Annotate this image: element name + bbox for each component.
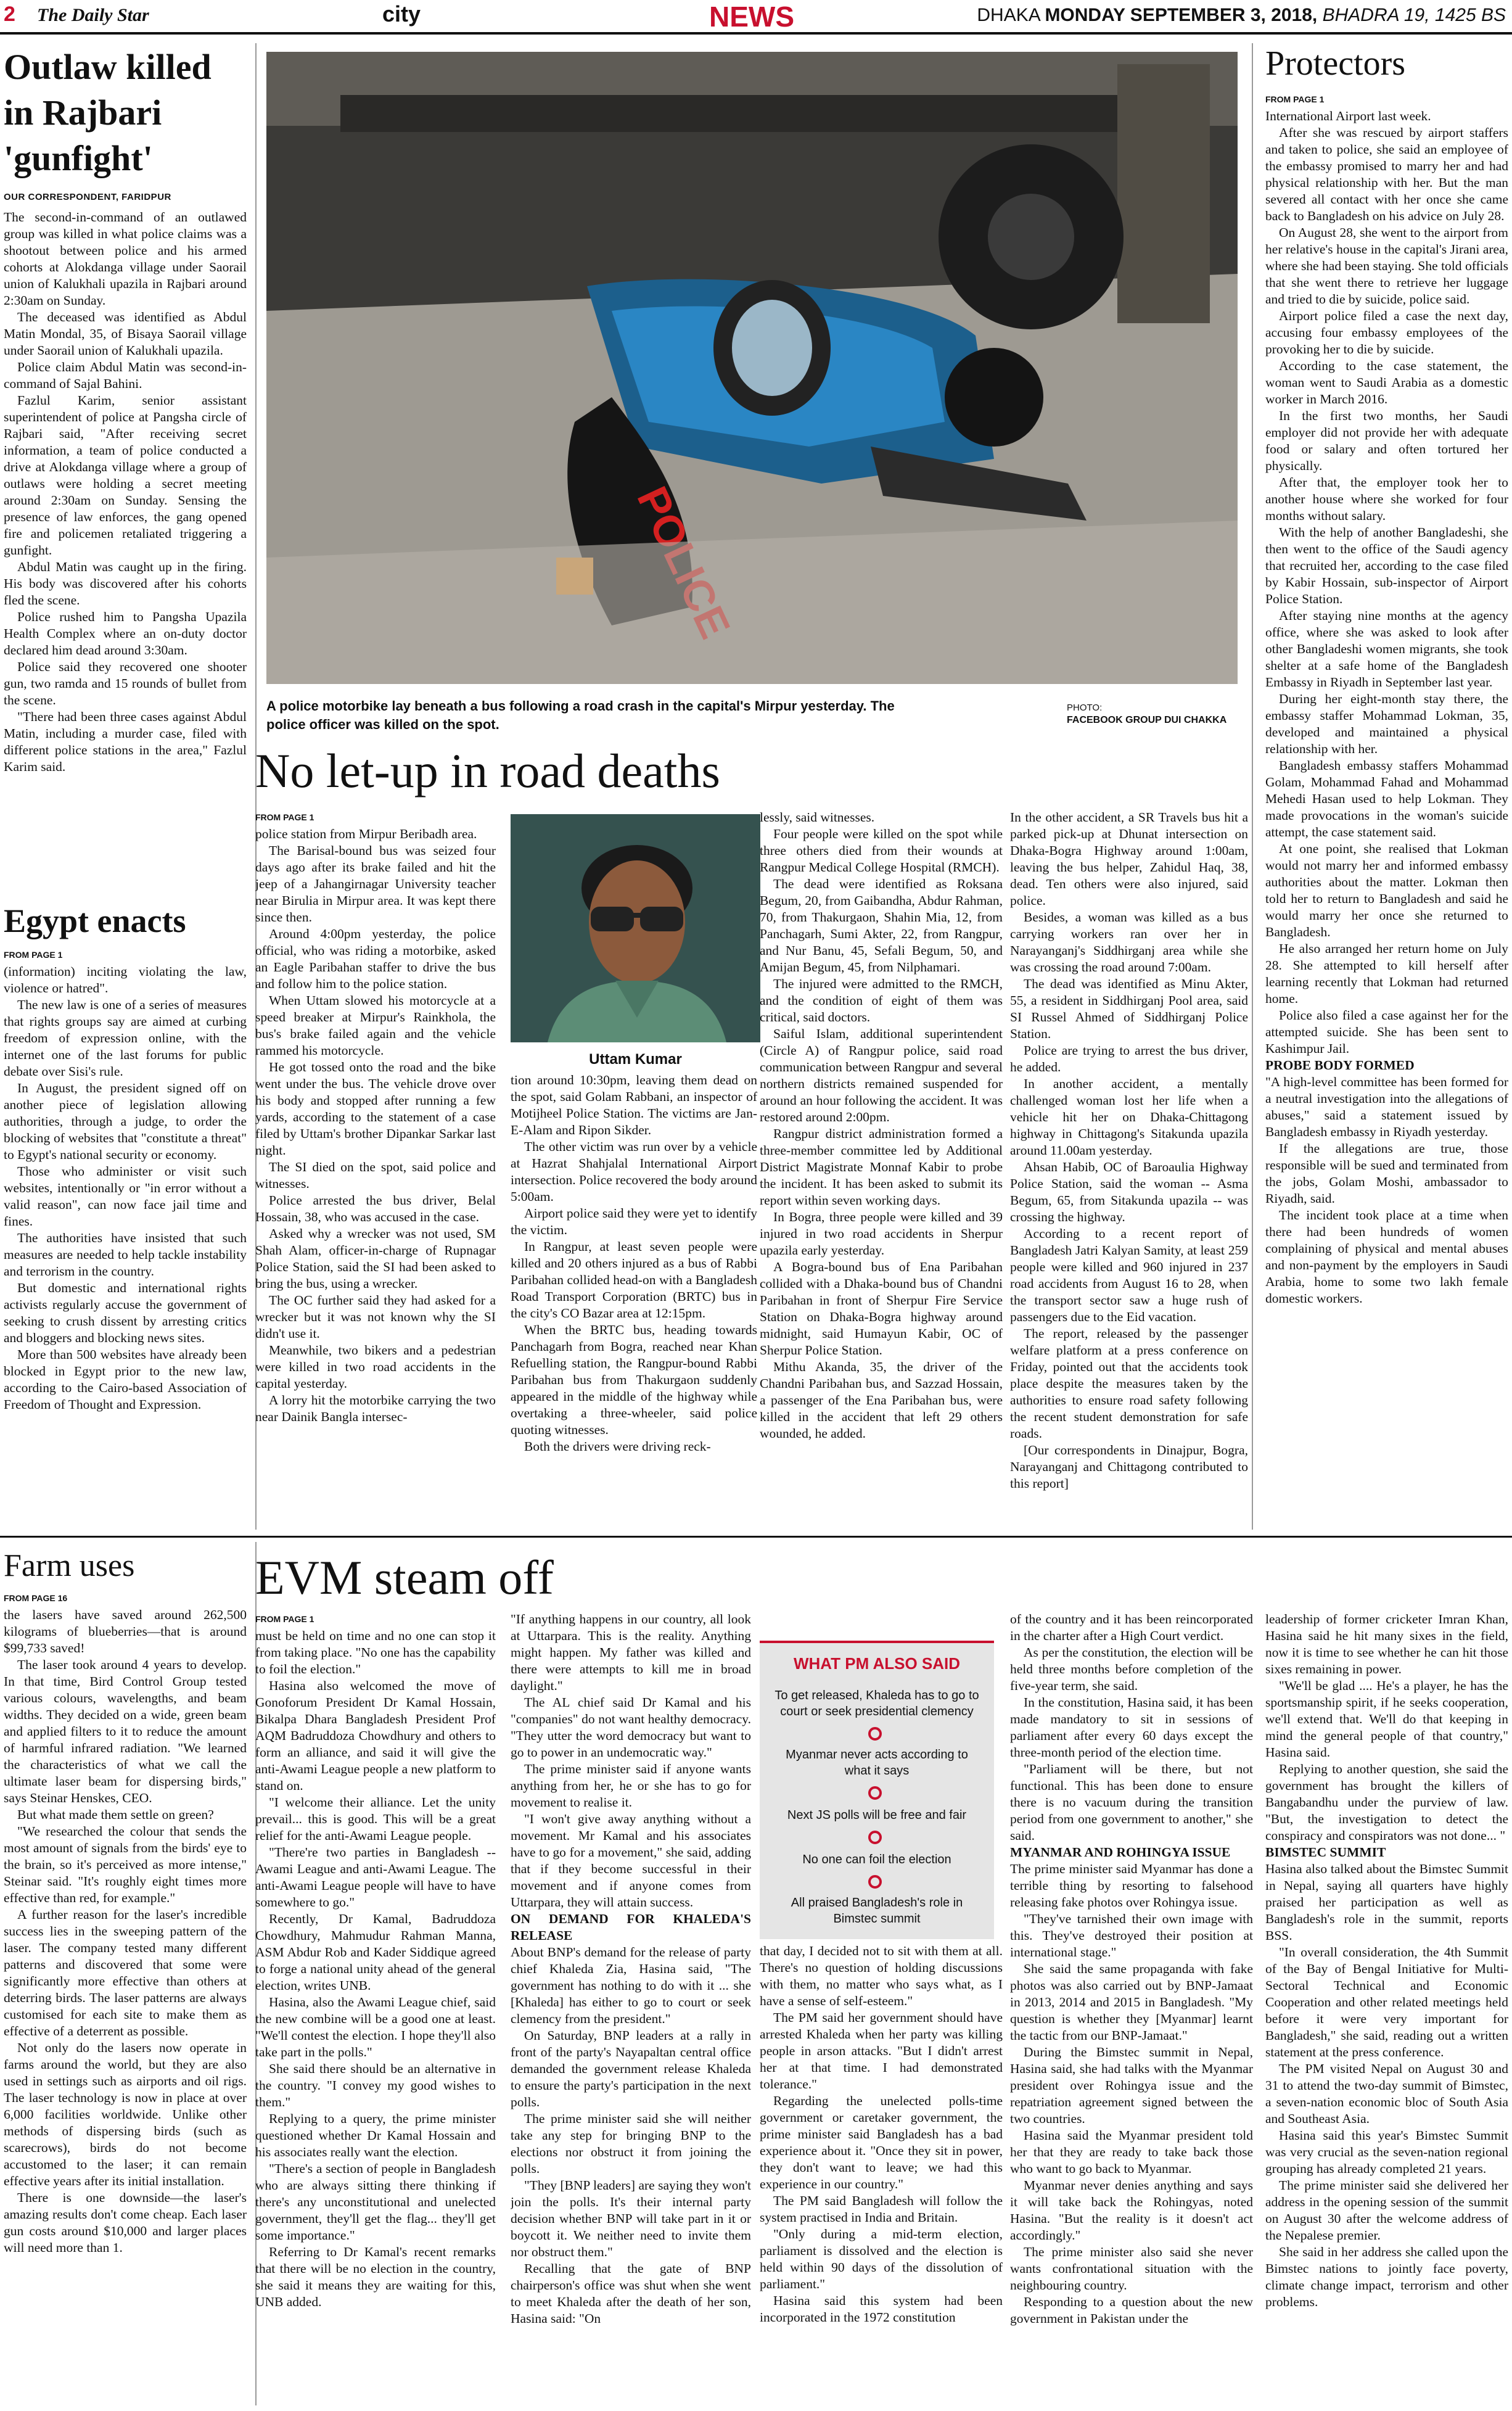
road-col-4 bbox=[1010, 809, 1248, 1525]
paragraph: The incident took place at a time when there had been hundreds of women complaining of physical and mental abuses and non-payment by the employers in Saudi Arabia, home to some two lakh female domestic workers. bbox=[1265, 1208, 1508, 1306]
paragraph: "We'll be glad .... He's a player, he has the sportsmanship spirit, if he seeks cooperation, we'll extend that. We'll do that keeping in mind the general people of that country," Hasina said. bbox=[1265, 1678, 1508, 1760]
paragraph: "Only during a mid-term election, parliament is dissolved and the election is held within 90 days of the dissolution of parliament." bbox=[760, 2227, 1003, 2291]
paragraph: Recalling that the gate of BNP chairperson's office was shut when she went to meet Khaleda after the death of her son, Hasina said: "On bbox=[511, 2261, 751, 2326]
paragraph: In August, the president signed off on another piece of legislation allowing authorities, through a judge, to order the blocking of websites that "constitute a threat" to Egypt's national security or economy. bbox=[4, 1081, 247, 1162]
bullet-icon bbox=[868, 1786, 882, 1800]
box-item: No one can foil the election bbox=[802, 1853, 951, 1866]
what-pm-also-said-box bbox=[760, 1641, 994, 1939]
road-col-3 bbox=[760, 809, 1003, 1525]
outlaw-body bbox=[4, 209, 247, 775]
paragraph: The SI died on the spot, said police and witnesses. bbox=[255, 1160, 496, 1191]
paragraph: The report, released by the passenger welfare platform at a press conference on Friday, pointed out that the accidents took place despite the measures taken by the authorities to ensure road safety following the recent student demonstration for safe roads. bbox=[1010, 1326, 1248, 1441]
masthead bbox=[0, 0, 1512, 35]
section-label: city bbox=[382, 1, 421, 27]
box-item: All praised Bangladesh's role in Bimstec summit bbox=[791, 1896, 963, 1926]
paragraph: [Our correspondents in Dinajpur, Bogra, Narayanganj and Chittagong contributed to this report] bbox=[1010, 1443, 1248, 1491]
paragraph: The laser took around 4 years to develop. In that time, Bird Control Group tested various colours, wavelengths, and beam widths. They decided on a wide, green beam and applied filters to it to reduce the amount of harmful infrared radiation. "We learned the characteristics of what we call the ultimate laser beam for dispersing birds," says Steinar Henskes, CEO. bbox=[4, 1657, 247, 1805]
paragraph: In Bogra, three people were killed and 39 injured in two road accidents in Sherpur upazila early yesterday. bbox=[760, 1210, 1003, 1258]
paragraph: that day, I decided not to sit with them at all. There's no question of holding discussions with them, no matter who says what, as I have a sense of self-esteem." bbox=[760, 1943, 1003, 2008]
paragraph: After that, the employer took her to another house where she worked for four months without salary. bbox=[1265, 475, 1508, 523]
paragraph: The PM visited Nepal on August 30 and 31 to attend the two-day summit of Bimstec, a seven-nation economic bloc of South Asia and Southeast Asia. bbox=[1265, 2061, 1508, 2126]
paragraph: Replying to another question, she said the government has brought the killers of Bangabandhu under the purview of law. "But, the investigation to detect the conspiracy and conspirators was not done... " bbox=[1265, 1762, 1508, 1843]
paragraph: The prime minister said she delivered her address in the opening session of the summit on August 30 after the welcome address of the Nepalese premier. bbox=[1265, 2178, 1508, 2243]
paragraph: About BNP's demand for the release of party chief Khaleda Zia, Hasina said, "The government has nothing to do with it ... she [Khaleda] has either to go to court or seek clemency from the president." bbox=[511, 1945, 751, 2026]
paragraph: Police arrested the bus driver, Belal Hossain, 38, who was accused in the case. bbox=[255, 1193, 496, 1224]
paragraph: "They've tarnished their own image with this. They've destroyed their position at international stage." bbox=[1010, 1911, 1253, 1960]
paragraph: police station from Mirpur Beribadh area. bbox=[255, 826, 477, 841]
paragraph: In another accident, a mentally challenged woman lost her life when a vehicle hit her on Dhaka-Chittagong highway in Chittagong's Sitakunda upazila around 11.00am yesterday. bbox=[1010, 1076, 1248, 1158]
paragraph: Around 4:00pm yesterday, the police official, who was riding a motorbike, asked an Eagle Paribahan staffer to drive the bus and follow him to the police station. bbox=[255, 926, 496, 991]
evm-col-2 bbox=[511, 1611, 751, 2407]
subhead: ON DEMAND FOR KHALEDA'S RELEASE bbox=[511, 1911, 751, 1943]
dateline-city: DHAKA bbox=[977, 5, 1040, 25]
paragraph: The prime minister also said she never wants confrontational situation with the neighbouring country. bbox=[1010, 2244, 1253, 2293]
paragraph: "In overall consideration, the 4th Summit of the Bay of Bengal Initiative for Multi-Sectoral Technical and Economic Cooperation and other related meetings held before it were very important for Bangladesh," she said, reading out a written statement at the press conference. bbox=[1265, 1945, 1508, 2059]
road-headline: No let-up in road deaths bbox=[255, 744, 720, 797]
paragraph: Airport police filed a case the next day, accusing four embassy employees of the provoking her to die by suicide. bbox=[1265, 308, 1508, 356]
paragraph: "Parliament will be there, but not functional. This has been done to ensure there is no vacuum during the transition period from one government to another," she said. bbox=[1010, 1762, 1253, 1843]
paragraph: tion around 10:30pm, leaving them dead on the spot, said Golam Rabbani, an inspector of Motijheel Police Station. The victims are Jan-E-Alam and Ripon Sikder. bbox=[511, 1073, 757, 1137]
subhead: BIMSTEC SUMMIT bbox=[1265, 1845, 1386, 1860]
paragraph: The injured were admitted to the RMCH, and the condition of eight of them was critical, said doctors. bbox=[760, 976, 1003, 1024]
paragraph: "We researched the colour that sends the most amount of signals from the birds' eye to the brain, so it's perceived as more intense," Steinar said. "It's roughly eight times more effective than red, for example." bbox=[4, 1824, 247, 1905]
paragraph: "There's a section of people in Bangladesh who are always sitting there thinking if there's any unconstitutional and unelected government, they'll get the flag... they'll get some importance." bbox=[255, 2161, 496, 2243]
paragraph: Police claim Abdul Matin was second-in-command of Sajal Bahini. bbox=[4, 360, 247, 391]
paragraph: She said the same propaganda with fake photos was also carried out by BNP-Jamaat in 2013, 2014 and 2015 in Bangladesh. "My question is whether they [Myanmar] learnt the tactic from our BNP-Jamaat." bbox=[1010, 1961, 1253, 2043]
uttam-kumar-portrait bbox=[511, 814, 760, 1042]
outlaw-story bbox=[4, 189, 247, 898]
paragraph: Asked why a wrecker was not used, SM Shah Alam, officer-in-charge of Rupnagar Police Station, said the SI had been asked to bring the bus, using a wrecker. bbox=[255, 1226, 496, 1291]
photo-caption: A police motorbike lay beneath a bus following a road crash in the capital's Mirpur yesterday. The police officer was killed on the spot. bbox=[266, 698, 895, 732]
paragraph: But what made them settle on green? bbox=[17, 1807, 214, 1822]
paragraph: After she was rescued by airport staffers and taken to police, she said an employee of the embassy promised to marry her and had physical relationship with her. But the man severed all contact with her once she came back to Bangladesh on his advice on July 28. bbox=[1265, 125, 1508, 223]
outlaw-headline: Outlaw killed in Rajbari 'gunfight' bbox=[4, 47, 212, 178]
paragraph: "If anything happens in our country, all look at Uttarpara. This is the reality. Anything might happen. My father was killed and there were attempts to kill me in broad daylight." bbox=[511, 1612, 751, 1693]
from-page: FROM PAGE 16 bbox=[4, 1593, 68, 1603]
section-divider bbox=[0, 1536, 1512, 1538]
photo-credit-label: PHOTO: bbox=[1067, 703, 1103, 713]
paragraph: At one point, she realised that Lokman would not marry her and informed embassy authorities about the matter. Lokman then told her to return to Bangladesh and said he would marry her once she returned to Bangladesh. bbox=[1265, 841, 1508, 939]
paper-name: The Daily Star bbox=[37, 5, 149, 25]
paragraph: Besides, a woman was killed as a bus carrying workers ran over her in Narayanganj's Siddhirganj area while she was crossing the road around 7:00am. bbox=[1010, 910, 1248, 975]
paragraph: The Barisal-bound bus was seized four days ago after its brake failed and hit the jeep of a Jahangirnagar University teacher near Birulia in Mirpur area. It was kept there since then. bbox=[255, 843, 496, 925]
dateline-date: MONDAY SEPTEMBER 3, 2018, bbox=[1045, 5, 1318, 25]
road-col-1 bbox=[255, 809, 496, 1525]
paragraph: Replying to a query, the prime minister questioned whether Dr Kamal Hossain and his associates really want the election. bbox=[255, 2111, 496, 2159]
paragraph: Those who administer or visit such websites, intentionally or "in error without a valid reason", can now face jail time and fines. bbox=[4, 1164, 247, 1229]
paragraph: Meanwhile, two bikers and a pedestrian were killed in two road accidents in the capital yesterday. bbox=[255, 1343, 496, 1391]
paragraph: Not only do the lasers now operate in farms around the world, but they are also used in settings such as airports and oil rigs. The laser technology is now in place at over 6,000 facilities worldwide. Unlike other methods of dispersing birds (such as scarecrows), birds do not become accustomed to the laser; it can remain effective years after its initial installation. bbox=[4, 2040, 247, 2188]
paragraph: If the allegations are true, those responsible will be sued and terminated from the jobs, Golam Moshi, ambassador to Riyadh, said. bbox=[1265, 1141, 1508, 1206]
protectors-story bbox=[1265, 91, 1508, 1528]
paragraph: The dead were identified as Roksana Begum, 20, from Gaibandha, Abdur Rahman, 70, from Thakurgaon, Shahin Mia, 12, from Panchagarh, Sumi Akter, 22, from Rangpur, and Nur Banu, 45, Sefali Begum, 50, and Amijan Begum, 45, from Nilphamari. bbox=[760, 876, 1003, 975]
paragraph: According to a recent report of Bangladesh Jatri Kalyan Samity, at least 259 people were killed and 960 injured in 237 road accidents from August 16 to 28, when the transport sector saw a huge rush of passengers due to the Eid vacation. bbox=[1010, 1226, 1248, 1324]
paragraph: Myanmar never denies anything and says it will take back the Rohingyas, noted Hasina. "But the reality is it doesn't act accordingly." bbox=[1010, 2178, 1253, 2243]
paragraph: Abdul Matin was caught up in the firing. His body was discovered after his cohorts fled the scene. bbox=[4, 559, 247, 608]
paragraph: "They [BNP leaders] are saying they won't join the polls. It's their internal party decision whether BNP will take part in it or boycott it. We neither need to invite them nor obstruct them." bbox=[511, 2178, 751, 2259]
paragraph: Police also filed a case against her for the attempted suicide. She has been sent to Kashimpur Jail. bbox=[1265, 1008, 1508, 1056]
paragraph: Hasina said this system had been incorporated in the 1972 constitution bbox=[760, 2293, 1003, 2325]
paragraph: Fazlul Karim, senior assistant superintendent of police at Pangsha circle of Rajbari said, "After receiving secret information, a team of police conducted a drive at Alokdanga village where a group of outlaws were holding a secret meeting around 2:30am on Sunday. Sensing the presence of law enforces, the gang opened fire and policemen retaliated triggering a gunfight. bbox=[4, 393, 247, 558]
paragraph: "A high-level committee has been formed for a neutral investigation into the allegations of abuses," said a statement issued by Bangladesh embassy in Riyadh yesterday. bbox=[1265, 1074, 1508, 1139]
paragraph: In Rangpur, at least seven people were killed and 20 others injured as a bus of Rabbi Paribahan collided head-on with a Bangladesh Road Transport Corporation (BRTC) bus in the city's CO Bazar area at 12:15pm. bbox=[511, 1239, 757, 1321]
paragraph: He got tossed onto the road and the bike went under the bus. The vehicle drove over his body and stopped after running a few yards, according to the statement of a case filed by Uttam's brother Dipankar Sarkar last night. bbox=[255, 1060, 496, 1158]
category-label: NEWS bbox=[709, 1, 794, 33]
subhead: MYANMAR AND ROHINGYA ISSUE bbox=[1010, 1845, 1231, 1860]
paragraph: lessly, said witnesses. bbox=[760, 810, 875, 825]
paragraph: International Airport last week. bbox=[1265, 109, 1431, 123]
bullet-icon bbox=[868, 1727, 882, 1741]
paragraph: A further reason for the laser's incredible success lies in the sweeping pattern of the laser. The company tested many different patterns and discovered that some were significantly more effective than others at deterring birds. The laser patterns are always customised for each site to make them as effective of a deterrent as possible. bbox=[4, 1907, 247, 2038]
paragraph: After staying nine months at the agency office, where she was asked to look after other Bangladeshi women migrants, she took shelter at a safe home of the Bangladesh Embassy in Riyadh in September last year. bbox=[1265, 608, 1508, 690]
subhead: PROBE BODY FORMED bbox=[1265, 1058, 1415, 1073]
paragraph: of the country and it has been reincorporated in the charter after a High Court verdict. bbox=[1010, 1612, 1253, 1643]
paragraph: But domestic and international rights activists regularly accuse the government of seeking to crush dissent by arresting critics and bloggers and blocking news sites. bbox=[4, 1280, 247, 1345]
paragraph: Police rushed him to Pangsha Upazila Health Complex where an on-duty doctor declared him dead around 3:30am. bbox=[4, 609, 247, 657]
paragraph: The second-in-command of an outlawed group was killed in what police claims was a shootout between police and his armed cohorts at Alokdanga village under Saorail union of Kalukhali upazila in Rajbari around 2:30am on Sunday. bbox=[4, 210, 247, 308]
paragraph: Hasina said this year's Bimstec Summit was very crucial as the seven-nation regional grouping has already completed 21 years. bbox=[1265, 2128, 1508, 2176]
paragraph: The deceased was identified as Abdul Matin Mondal, 35, of Bisaya Saorail village under Saorail union of Kalukhali upazila. bbox=[4, 310, 247, 358]
paragraph: In the other accident, a SR Travels bus hit a parked pick-up at Dhunat intersection on Dhaka-Bogra Highway around 1:00am, leaving the bus helper, Zahidul Haq, 38, dead. Ten others were also injured, said police. bbox=[1010, 810, 1248, 908]
protectors-headline: Protectors bbox=[1265, 44, 1406, 83]
paragraph: Hasina also welcomed the move of Gonoforum President Dr Kamal Hossain, Bikalpa Dhara Bangladesh President Prof AQM Badruddoza Chowdhury and others to form an alliance, and said it will give the anti-Awami League people a new platform to stand on. bbox=[255, 1678, 496, 1793]
box-item: Myanmar never acts according to what it says bbox=[786, 1748, 968, 1778]
paragraph: Police are trying to arrest the bus driver, he added. bbox=[1010, 1043, 1248, 1074]
egypt-headline: Egypt enacts bbox=[4, 902, 186, 939]
paragraph: The prime minister said if anyone wants anything from her, he or she has to go for movement to realise it. bbox=[511, 1762, 751, 1810]
paragraph: the lasers have saved around 262,500 kilograms of blueberries—that is around $99,733 saved! bbox=[4, 1607, 247, 1655]
paragraph: "I welcome their alliance. Let the unity prevail... this is good. This will be a great relief for the anti-Awami League people. bbox=[255, 1795, 496, 1843]
road-col-2 bbox=[511, 1072, 757, 1525]
farm-story bbox=[4, 1590, 247, 2407]
accident-photo bbox=[266, 52, 1238, 684]
paragraph: Recently, Dr Kamal, Badruddoza Chowdhury, Mahmudur Rahman Manna, ASM Abdur Rob and Kader Siddique agreed to forge a national unity ahead of the general election, writes UNB. bbox=[255, 1911, 496, 1993]
paragraph: As per the constitution, the election will be held three months before completion of the five-year term, she said. bbox=[1010, 1645, 1253, 1693]
paragraph: The PM said Bangladesh will follow the system practised in India and Britain. bbox=[760, 2193, 1003, 2225]
paragraph: With the help of another Bangladeshi, she then went to the office of the Saudi agency that recruited her, according to the case filed by Kabir Hossain, sub-inspector of Airport Police Station. bbox=[1265, 525, 1508, 606]
paragraph: Hasina also talked about the Bimstec Summit in Nepal, saying all quarters have highly praised her participation as well as Bangladesh's role in the summit, reports BSS. bbox=[1265, 1861, 1508, 1943]
paragraph: On Saturday, BNP leaders at a rally in front of the party's Nayapaltan central office demanded the government release Khaleda to ensure the party's participation in the next polls. bbox=[511, 2028, 751, 2109]
page-number: 2 bbox=[4, 2, 15, 26]
paragraph: The PM said her government should have arrested Khaleda when her party was killing people in arson attacks. "But I didn't arrest her at that time. I had demonstrated tolerance." bbox=[760, 2010, 1003, 2092]
egypt-story bbox=[4, 947, 247, 1527]
paragraph: "There had been three cases against Abdul Matin, including a murder case, filed with different police stations in the area," Fazlul Karim said. bbox=[4, 709, 247, 774]
paragraph: According to the case statement, the woman went to Saudi Arabia as a domestic worker in March 2016. bbox=[1265, 358, 1508, 406]
portrait-illustration bbox=[511, 814, 760, 1042]
paragraph: The authorities have insisted that such measures are needed to help tackle instability and terrorism in the country. bbox=[4, 1230, 247, 1279]
paragraph: In the constitution, Hasina said, it has been made mandatory to sit in sessions of parliament after every 60 days except the three-month period of the election time. bbox=[1010, 1695, 1253, 1760]
paragraph: The prime minister said Myanmar has done a terrible thing by resorting to falsehood releasing fake photos over Rohingya issue. bbox=[1010, 1861, 1253, 1910]
column-rule bbox=[1252, 43, 1253, 1530]
paragraph: The OC further said they had asked for a wrecker but it was not known why the SI didn't use it. bbox=[255, 1293, 496, 1341]
paragraph: There is one downside—the laser's amazing results don't come cheap. Each laser gun costs around $10,000 and larger places will need more than 1. bbox=[4, 2190, 247, 2255]
paragraph: Referring to Dr Kamal's recent remarks that there will be no election in the country, she said it means they are waiting for this, UNB added. bbox=[255, 2244, 496, 2309]
portrait-caption: Uttam Kumar bbox=[589, 1051, 682, 1068]
paragraph: More than 500 websites have already been blocked in Egypt prior to the new law, according to the Cairo-based Association of Freedom of Thought and Expression. bbox=[4, 1347, 247, 1412]
evm-col-4 bbox=[1010, 1611, 1253, 2407]
evm-headline: EVM steam off bbox=[255, 1551, 554, 1604]
outlaw-byline: OUR CORRESPONDENT, FARIDPUR bbox=[4, 192, 171, 202]
paragraph: A lorry hit the motorbike carrying the two near Dainik Bangla intersec- bbox=[255, 1393, 496, 1424]
paragraph: "There're two parties in Bangladesh -- Awami League and anti-Awami League. The anti-Awami League people will have to have somewhere to go." bbox=[255, 1845, 496, 1910]
paragraph: Airport police said they were yet to identify the victim. bbox=[511, 1206, 757, 1237]
paragraph: On August 28, she went to the airport from her relative's house in the capital's Jirani area, where she had been staying. She told officials that she went there to retrieve her luggage and tried to die by suicide, police said. bbox=[1265, 225, 1508, 307]
from-page: FROM PAGE 1 bbox=[255, 812, 314, 822]
from-page: FROM PAGE 1 bbox=[4, 950, 63, 960]
paragraph: Bangladesh embassy staffers Mohammad Golam, Mohammad Fahad and Mohammad Mehedi Hasan used to help Lokman. They made provocations in the woman's suicide attempt, the case statement said. bbox=[1265, 758, 1508, 839]
paragraph: The other victim was run over by a vehicle at Hazrat Shahjalal International Airport intersection. Police recovered the body around 5:00am. bbox=[511, 1139, 757, 1204]
paragraph: Ahsan Habib, OC of Baroaulia Highway Police Station, said the woman -- Asma Begum, 65, from Sitakunda upazila -- was crossing the highway. bbox=[1010, 1160, 1248, 1224]
paragraph: When Uttam slowed his motorcycle at a speed breaker at Mirpur's Rainkhola, the bus's brake failed again and the vehicle rammed his motorcycle. bbox=[255, 993, 496, 1058]
dateline bbox=[977, 5, 1506, 26]
paragraph: Police said they recovered one shooter gun, two ramda and 15 rounds of bullet from the scene. bbox=[4, 659, 247, 707]
box-item: To get released, Khaleda has to go to court or seek presidential clemency bbox=[774, 1689, 979, 1718]
paragraph: During the Bimstec summit in Nepal, Hasina said, she had talks with the Myanmar president over Rohingya issue and the repatriation agreement signed between the two countries. bbox=[1010, 2045, 1253, 2126]
paragraph: "I won't give away anything without a movement. Mr Kamal and his associates have to go for a movement," she said, adding that if they become successful in their movement and if anyone comes from Uttarpara, they will attain success. bbox=[511, 1811, 751, 1910]
paragraph: Hasina, also the Awami League chief, said the new combine will be a good one at least. "We'll contest the election. I hope they'll also take part in the polls." bbox=[255, 1995, 496, 2059]
from-page: FROM PAGE 1 bbox=[1265, 94, 1325, 104]
paragraph: leadership of former cricketer Imran Khan, Hasina said he hit many sixes in the field, now it is time to see whether he can hit those sixes remaining in power. bbox=[1265, 1612, 1508, 1676]
paragraph: The dead was identified as Minu Akter, 55, a resident in Siddhirganj Pool area, said SI Russel Ahmed of Siddhirganj Police Station. bbox=[1010, 976, 1248, 1041]
paragraph: She said there should be an alternative in the country. "I convey my good wishes to them." bbox=[255, 2061, 496, 2109]
motorbike-illustration bbox=[266, 52, 1238, 684]
paragraph: When the BRTC bus, heading towards Panchagarh from Bogra, reached near Khan Refuelling station, the Rangpur-bound Rabbi Paribahan bus from Thakurgaon suddenly appeared in the middle of the highway while overtaking a three-wheeler, said police quoting witnesses. bbox=[511, 1322, 757, 1437]
dateline-bangla-date: BHADRA 19, 1425 BS bbox=[1322, 5, 1506, 25]
from-page: FROM PAGE 1 bbox=[255, 1614, 314, 1624]
bullet-icon bbox=[868, 1831, 882, 1844]
paragraph: He also arranged her return home on July 28. She attempted to kill herself after learning recently that Lokman had returned home. bbox=[1265, 941, 1508, 1006]
photo-credit-name: FACEBOOK GROUP DUI CHAKKA bbox=[1067, 715, 1227, 725]
paragraph: must be held on time and no one can stop it from taking place. "No one has the capability to foil the election." bbox=[255, 1628, 496, 1676]
paragraph: Four people were killed on the spot while three others died from their wounds at Rangpur Medical College Hospital (RMCH). bbox=[760, 826, 1003, 875]
paragraph: The AL chief said Dr Kamal and his "companies" do not want healthy democracy. "They utter the word democracy but want to go to power in an undemocratic way." bbox=[511, 1695, 751, 1760]
photo-credit bbox=[1067, 702, 1226, 727]
box-item: Next JS polls will be free and fair bbox=[787, 1808, 967, 1822]
box-title: WHAT PM ALSO SAID bbox=[793, 1654, 961, 1673]
paragraph: (information) inciting violating the law, violence or hatred". bbox=[4, 964, 247, 995]
paragraph: Mithu Akanda, 35, the driver of the Chandni Paribahan bus, and Sazzad Hossain, a passenger of the Ena Paribahan bus, were killed in the accident that left 29 others wounded, he added. bbox=[760, 1359, 1003, 1441]
evm-col-3 bbox=[760, 1943, 1003, 2407]
evm-col-1 bbox=[255, 1611, 496, 2407]
evm-col-5 bbox=[1265, 1611, 1508, 2407]
paragraph: She said in her address she called upon the Bimstec nations to jointly face poverty, climate change impact, terrorism and other problems. bbox=[1265, 2244, 1508, 2309]
paragraph: Hasina said the Myanmar president told her that they are ready to take back those who want to go back to Myanmar. bbox=[1010, 2128, 1253, 2176]
paragraph: Regarding the unelected polls-time government or caretaker government, the prime minister said Bangladesh has a bad experience about it. "Once they sit in power, they don't want to leave; we had this experience in our country." bbox=[760, 2093, 1003, 2191]
paragraph: Responding to a question about the new government in Pakistan under the bbox=[1010, 2294, 1253, 2326]
paragraph: The new law is one of a series of measures that rights groups say are aimed at curbing freedom of expression online, with the internet one of the last forums for public debate over Sisi's rule. bbox=[4, 997, 247, 1079]
farm-headline: Farm uses bbox=[4, 1548, 135, 1583]
bullet-icon bbox=[868, 1875, 882, 1889]
paragraph: The prime minister said she will neither take any step for bringing BNP to the elections nor obstruct it from joining the polls. bbox=[511, 2111, 751, 2176]
paragraph: During her eight-month stay there, the embassy staffer Mohammad Lokman, 35, developed and maintained a physical relationship with her. bbox=[1265, 691, 1508, 756]
paragraph: Rangpur district administration formed a three-member committee led by Additional District Magistrate Monnaf Kabir to probe the incident. It has been asked to submit its report within seven working days. bbox=[760, 1126, 1003, 1208]
paragraph: In the first two months, her Saudi employer did not provide her with adequate food or salary and often tortured her physically. bbox=[1265, 408, 1508, 473]
paragraph: Both the drivers were driving reck- bbox=[524, 1439, 711, 1454]
paragraph: A Bogra-bound bus of Ena Paribahan collided with a Dhaka-bound bus of Chandni Paribahan in front of Sherpur Fire Service Station on Dhaka-Bogra highway around midnight, said Humayun Kabir, OC of Sherpur Police Station. bbox=[760, 1259, 1003, 1358]
paragraph: Saiful Islam, additional superintendent (Circle A) of Rangpur police, said road communication between Rangpur and several northern districts remained suspended for around an hour following the accident. It was restored around 2:00pm. bbox=[760, 1026, 1003, 1124]
